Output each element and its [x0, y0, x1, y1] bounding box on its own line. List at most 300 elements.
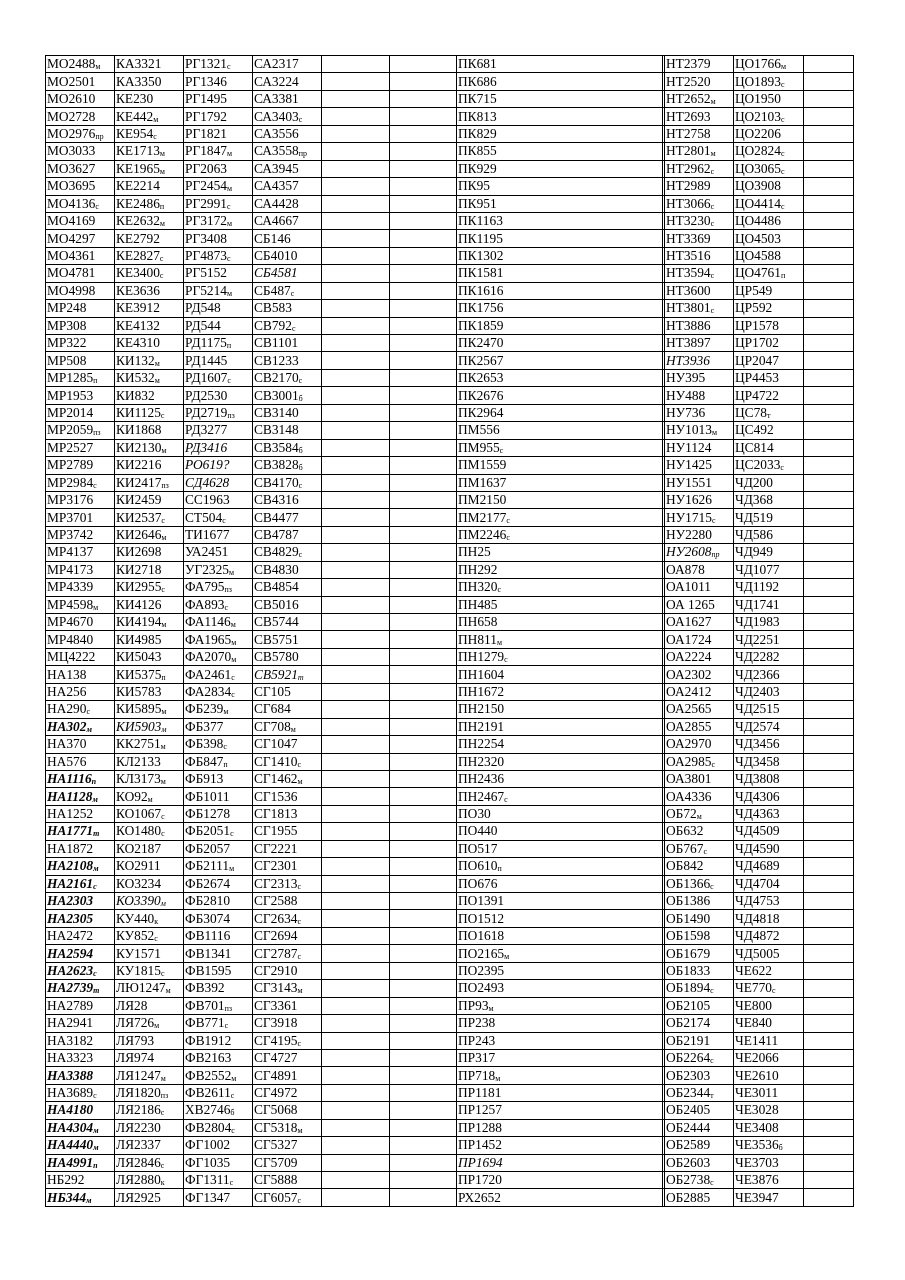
table-cell — [457, 823, 663, 840]
cell-code: КИ2646 — [116, 527, 162, 543]
table-cell — [804, 840, 854, 857]
table-cell — [184, 910, 253, 927]
cell-code: ФБ847 — [185, 753, 224, 769]
table-cell — [253, 1119, 322, 1136]
table-cell — [322, 893, 390, 910]
cell-suffix: т — [297, 672, 304, 682]
cell-code: КО2911 — [116, 858, 161, 874]
table-cell — [253, 439, 322, 456]
cell-suffix: м — [161, 445, 167, 455]
cell-code: ФА1965 — [185, 631, 232, 647]
table-row — [46, 1189, 854, 1206]
cell-code: СГ4891 — [254, 1067, 298, 1083]
table-cell — [390, 282, 457, 299]
cell-code: ЛЯ974 — [116, 1050, 155, 1066]
table-cell — [665, 1119, 734, 1136]
table-cell — [390, 474, 457, 491]
table-cell — [665, 352, 734, 369]
table-cell — [115, 1032, 184, 1049]
table-cell — [46, 195, 115, 212]
table-cell — [390, 1154, 457, 1171]
cell-code: КИ4194 — [116, 614, 162, 630]
cell-code: ПМ2246 — [458, 527, 507, 543]
cell-suffix: с — [224, 602, 229, 612]
cell-code: МО3033 — [47, 143, 96, 159]
cell-code: ОБ1679 — [666, 945, 711, 961]
cell-code: РГ1821 — [185, 125, 227, 141]
cell-suffix: с — [506, 515, 510, 525]
table-cell — [184, 823, 253, 840]
table-cell — [253, 56, 322, 73]
cell-suffix: м — [161, 724, 167, 734]
table-cell — [115, 1137, 184, 1154]
cell-suffix: м — [161, 533, 167, 543]
table-cell — [457, 1119, 663, 1136]
table-cell — [253, 631, 322, 648]
table-cell — [184, 404, 253, 421]
table-row — [46, 893, 854, 910]
table-cell — [390, 160, 457, 177]
cell-code: НА370 — [47, 736, 87, 752]
cell-suffix: п — [93, 1160, 98, 1170]
cell-code: НА4440 — [47, 1137, 94, 1153]
cell-code: РГ1495 — [185, 91, 227, 107]
table-cell — [322, 614, 390, 631]
cell-code: ЦР1702 — [735, 335, 779, 351]
cell-code: ОБ2344 — [666, 1085, 711, 1101]
table-cell — [253, 160, 322, 177]
table-cell — [322, 1084, 390, 1101]
table-cell — [804, 788, 854, 805]
table-cell — [734, 282, 804, 299]
cell-code: СВ4477 — [254, 509, 299, 525]
table-cell — [665, 753, 734, 770]
cell-code: ЧД4363 — [735, 806, 780, 822]
table-cell — [46, 544, 115, 561]
cell-code: МО4781 — [47, 265, 96, 281]
table-cell — [457, 265, 663, 282]
cell-code: ЧД3458 — [735, 753, 780, 769]
table-cell — [665, 491, 734, 508]
cell-code: НА4991 — [47, 1154, 94, 1170]
table-cell — [46, 212, 115, 229]
table-cell — [46, 491, 115, 508]
table-cell — [115, 404, 184, 421]
cell-code: ФВ701 — [185, 997, 225, 1013]
table-row — [46, 178, 854, 195]
table-row — [46, 1102, 854, 1119]
table-cell — [115, 962, 184, 979]
table-cell — [115, 614, 184, 631]
table-cell — [457, 753, 663, 770]
cell-code: НТ3230 — [666, 213, 711, 229]
table-cell — [734, 596, 804, 613]
table-cell — [665, 439, 734, 456]
table-cell — [734, 1015, 804, 1032]
cell-suffix: с — [95, 201, 99, 211]
table-row — [46, 858, 854, 875]
table-cell — [457, 1084, 663, 1101]
table-cell — [804, 736, 854, 753]
table-cell — [184, 212, 253, 229]
cell-code: ЧД4306 — [735, 788, 780, 804]
table-cell — [457, 718, 663, 735]
cell-code: ЛЯ2337 — [116, 1137, 161, 1153]
table-cell — [804, 404, 854, 421]
table-cell — [457, 73, 663, 90]
cell-code: НА2472 — [47, 928, 94, 944]
cell-suffix: с — [771, 986, 776, 996]
table-cell — [665, 980, 734, 997]
cell-code: ОА1011 — [666, 579, 711, 595]
table-cell — [184, 230, 253, 247]
cell-code: ЦО1950 — [735, 91, 781, 107]
table-cell — [804, 1049, 854, 1066]
table-row — [46, 910, 854, 927]
cell-code: ПР1288 — [458, 1119, 502, 1135]
cell-code: ФГ1002 — [185, 1137, 231, 1153]
cell-suffix: с — [710, 1178, 714, 1188]
table-cell — [322, 1154, 390, 1171]
table-cell — [184, 997, 253, 1014]
table-cell — [46, 910, 115, 927]
table-cell — [390, 491, 457, 508]
cell-code: НУ736 — [666, 404, 706, 420]
table-cell — [734, 1172, 804, 1189]
cell-code: СВ3148 — [254, 422, 299, 438]
cell-code: ФБ2111 — [185, 858, 230, 874]
cell-code: НА2108 — [47, 858, 94, 874]
table-cell — [322, 823, 390, 840]
cell-code: ФА2461 — [185, 666, 232, 682]
cell-code: ПК1756 — [458, 300, 504, 316]
cell-code: СГ4972 — [254, 1085, 298, 1101]
table-cell — [665, 1049, 734, 1066]
cell-code: НТ3936 — [666, 352, 710, 368]
table-cell — [322, 230, 390, 247]
table-cell — [804, 369, 854, 386]
table-row — [46, 404, 854, 421]
cell-code: КИ2417 — [116, 474, 162, 490]
table-cell — [734, 178, 804, 195]
cell-code: ПК2567 — [458, 352, 504, 368]
cell-code: ОА2970 — [666, 736, 712, 752]
table-cell — [734, 143, 804, 160]
cell-code: КИ5783 — [116, 683, 162, 699]
cell-code: ФВ1912 — [185, 1032, 232, 1048]
table-cell — [804, 614, 854, 631]
table-cell — [184, 369, 253, 386]
cell-suffix: с — [710, 166, 715, 176]
cell-suffix: с — [780, 166, 785, 176]
cell-code: ЛЯ2880 — [116, 1172, 161, 1188]
cell-suffix: с — [780, 463, 784, 473]
table-cell — [46, 1084, 115, 1101]
table-cell — [734, 212, 804, 229]
cell-suffix: п — [223, 759, 228, 769]
table-cell — [734, 875, 804, 892]
cell-code: ОА4336 — [666, 788, 712, 804]
table-cell — [804, 352, 854, 369]
table-cell — [46, 962, 115, 979]
cell-suffix: м — [154, 358, 160, 368]
catalog-page — [45, 55, 854, 1207]
cell-code: НТ3600 — [666, 282, 711, 298]
table-cell — [390, 631, 457, 648]
table-cell — [115, 474, 184, 491]
table-cell — [115, 387, 184, 404]
cell-code: РО619? — [185, 457, 230, 473]
table-cell — [46, 666, 115, 683]
cell-code: ОБ2738 — [666, 1172, 711, 1188]
table-cell — [46, 282, 115, 299]
table-row — [46, 701, 854, 718]
cell-code: НА2941 — [47, 1015, 94, 1031]
cell-code: СГ2787 — [254, 945, 298, 961]
table-cell — [253, 962, 322, 979]
cell-code: НТ3897 — [666, 335, 711, 351]
cell-suffix: м — [226, 149, 233, 159]
table-cell — [184, 736, 253, 753]
table-cell — [390, 1049, 457, 1066]
table-cell — [390, 1119, 457, 1136]
table-cell — [804, 247, 854, 264]
table-cell — [253, 823, 322, 840]
cell-suffix: м — [231, 637, 237, 647]
cell-suffix: м — [93, 1125, 99, 1135]
table-cell — [184, 352, 253, 369]
cell-code: МО4136 — [47, 195, 96, 211]
cell-suffix: с — [497, 585, 501, 595]
table-cell — [457, 893, 663, 910]
table-cell — [665, 178, 734, 195]
cell-suffix: с — [710, 219, 715, 229]
cell-code: СГ2910 — [254, 962, 298, 978]
table-cell — [46, 1119, 115, 1136]
table-cell — [457, 666, 663, 683]
table-row — [46, 230, 854, 247]
cell-code: ПК1163 — [458, 213, 503, 229]
cell-code: СА4357 — [254, 178, 299, 194]
table-cell — [390, 265, 457, 282]
table-cell — [734, 718, 804, 735]
cell-code: РГ1792 — [185, 108, 227, 124]
cell-code: ПО2493 — [458, 980, 505, 996]
cell-suffix: к — [160, 1178, 165, 1188]
table-cell — [253, 1137, 322, 1154]
table-cell — [184, 317, 253, 334]
table-cell — [184, 422, 253, 439]
cell-code: ФА893 — [185, 596, 225, 612]
cell-code: СВ5751 — [254, 631, 299, 647]
cell-code: КЕ2214 — [116, 178, 160, 194]
table-cell — [734, 125, 804, 142]
cell-suffix: с — [224, 1021, 229, 1031]
table-cell — [804, 195, 854, 212]
cell-code: ЧЕ770 — [735, 980, 772, 996]
cell-code: СГ1955 — [254, 823, 298, 839]
table-cell — [322, 1119, 390, 1136]
cell-code: СГ3361 — [254, 997, 298, 1013]
table-cell — [390, 788, 457, 805]
cell-code: ЧД2282 — [735, 649, 780, 665]
table-cell — [665, 230, 734, 247]
cell-code: КЕ2792 — [116, 230, 160, 246]
table-cell — [115, 108, 184, 125]
cell-code: ФБ2057 — [185, 840, 231, 856]
table-cell — [184, 1049, 253, 1066]
cell-suffix: с — [160, 1108, 165, 1118]
table-cell — [665, 858, 734, 875]
cell-code: ЦО4761 — [735, 265, 781, 281]
cell-suffix: с — [161, 829, 165, 839]
cell-code: ПН2320 — [458, 753, 505, 769]
table-cell — [322, 770, 390, 787]
table-cell — [253, 178, 322, 195]
cell-code: ФВ1595 — [185, 962, 232, 978]
table-cell — [46, 997, 115, 1014]
cell-code: СГ6057 — [254, 1189, 298, 1205]
table-cell — [184, 143, 253, 160]
table-cell — [390, 1084, 457, 1101]
table-cell — [115, 701, 184, 718]
cell-code: ПО1391 — [458, 893, 505, 909]
table-row — [46, 997, 854, 1014]
cell-code: ЧД586 — [735, 527, 773, 543]
cell-code: ФА2834 — [185, 683, 232, 699]
cell-code: ОА2565 — [666, 701, 712, 717]
cell-code: НА2623 — [47, 962, 94, 978]
table-cell — [804, 893, 854, 910]
cell-suffix: с — [230, 1091, 235, 1101]
table-cell — [390, 579, 457, 596]
table-cell — [46, 770, 115, 787]
table-cell — [115, 143, 184, 160]
table-cell — [390, 457, 457, 474]
cell-suffix: м — [780, 62, 787, 72]
table-cell — [665, 701, 734, 718]
table-cell — [46, 73, 115, 90]
cell-code: ОА878 — [666, 561, 705, 577]
table-cell — [734, 736, 804, 753]
table-cell — [665, 770, 734, 787]
table-cell — [804, 56, 854, 73]
cell-suffix: м — [86, 1195, 92, 1205]
table-cell — [46, 736, 115, 753]
table-cell — [115, 509, 184, 526]
cell-code: ФБ1011 — [185, 788, 230, 804]
table-cell — [184, 1172, 253, 1189]
cell-code: КА3350 — [116, 73, 162, 89]
cell-suffix: пз — [224, 1003, 233, 1013]
table-cell — [322, 579, 390, 596]
table-cell — [115, 247, 184, 264]
cell-code: СГ3143 — [254, 980, 298, 996]
cell-suffix: с — [160, 1160, 165, 1170]
cell-code: РГ3408 — [185, 230, 227, 246]
table-cell — [115, 648, 184, 665]
cell-code: СВ4854 — [254, 579, 299, 595]
cell-suffix: т — [93, 829, 100, 839]
cell-suffix: пз — [224, 585, 232, 595]
table-cell — [665, 666, 734, 683]
cell-code: СГ2588 — [254, 893, 298, 909]
cell-code: ЧД368 — [735, 492, 773, 508]
cell-code: МР322 — [47, 335, 87, 351]
table-cell — [457, 352, 663, 369]
cell-code: СГ2221 — [254, 840, 298, 856]
cell-code: МО4297 — [47, 230, 96, 246]
table-row — [46, 1084, 854, 1101]
table-cell — [184, 561, 253, 578]
cell-suffix: б — [230, 1108, 235, 1118]
cell-code: ПН1279 — [458, 649, 505, 665]
table-cell — [734, 701, 804, 718]
table-cell — [46, 561, 115, 578]
table-cell — [734, 614, 804, 631]
table-cell — [115, 1102, 184, 1119]
table-cell — [184, 335, 253, 352]
cell-suffix: м — [231, 1073, 237, 1083]
cell-code: СВ3584 — [254, 439, 299, 455]
table-cell — [804, 300, 854, 317]
table-cell — [734, 1119, 804, 1136]
cell-code: ЧД3808 — [735, 771, 780, 787]
table-cell — [665, 893, 734, 910]
table-cell — [457, 648, 663, 665]
cell-code: ПН2467 — [458, 788, 505, 804]
table-cell — [457, 282, 663, 299]
cell-code: МР308 — [47, 317, 87, 333]
table-cell — [322, 526, 390, 543]
table-cell — [457, 945, 663, 962]
table-cell — [46, 56, 115, 73]
cell-suffix: с — [161, 812, 165, 822]
cell-code: КЕ4132 — [116, 317, 160, 333]
cell-code: СГ2313 — [254, 875, 298, 891]
table-cell — [322, 369, 390, 386]
table-cell — [804, 1119, 854, 1136]
cell-code: МО2610 — [47, 91, 96, 107]
table-cell — [115, 56, 184, 73]
table-cell — [115, 910, 184, 927]
table-cell — [665, 1189, 734, 1206]
table-cell — [253, 579, 322, 596]
table-cell — [665, 910, 734, 927]
table-cell — [734, 491, 804, 508]
table-cell — [665, 875, 734, 892]
cell-code: НА3689 — [47, 1085, 94, 1101]
cell-suffix: с — [231, 672, 235, 682]
cell-code: ЛЯ2925 — [116, 1189, 161, 1205]
cell-code: КИ2216 — [116, 457, 162, 473]
table-cell — [322, 90, 390, 107]
table-cell — [115, 352, 184, 369]
table-cell — [734, 1067, 804, 1084]
cell-code: ОБ2589 — [666, 1137, 711, 1153]
table-cell — [184, 631, 253, 648]
table-cell — [322, 212, 390, 229]
table-cell — [184, 1102, 253, 1119]
cell-suffix: м — [160, 777, 166, 787]
cell-suffix: б — [778, 1143, 783, 1153]
cell-code: ЧЕ800 — [735, 997, 772, 1013]
cell-code: ЧД949 — [735, 544, 773, 560]
table-cell — [457, 404, 663, 421]
cell-code: ПМ1559 — [458, 457, 507, 473]
table-cell — [457, 770, 663, 787]
cell-code: СВ3001 — [254, 387, 299, 403]
